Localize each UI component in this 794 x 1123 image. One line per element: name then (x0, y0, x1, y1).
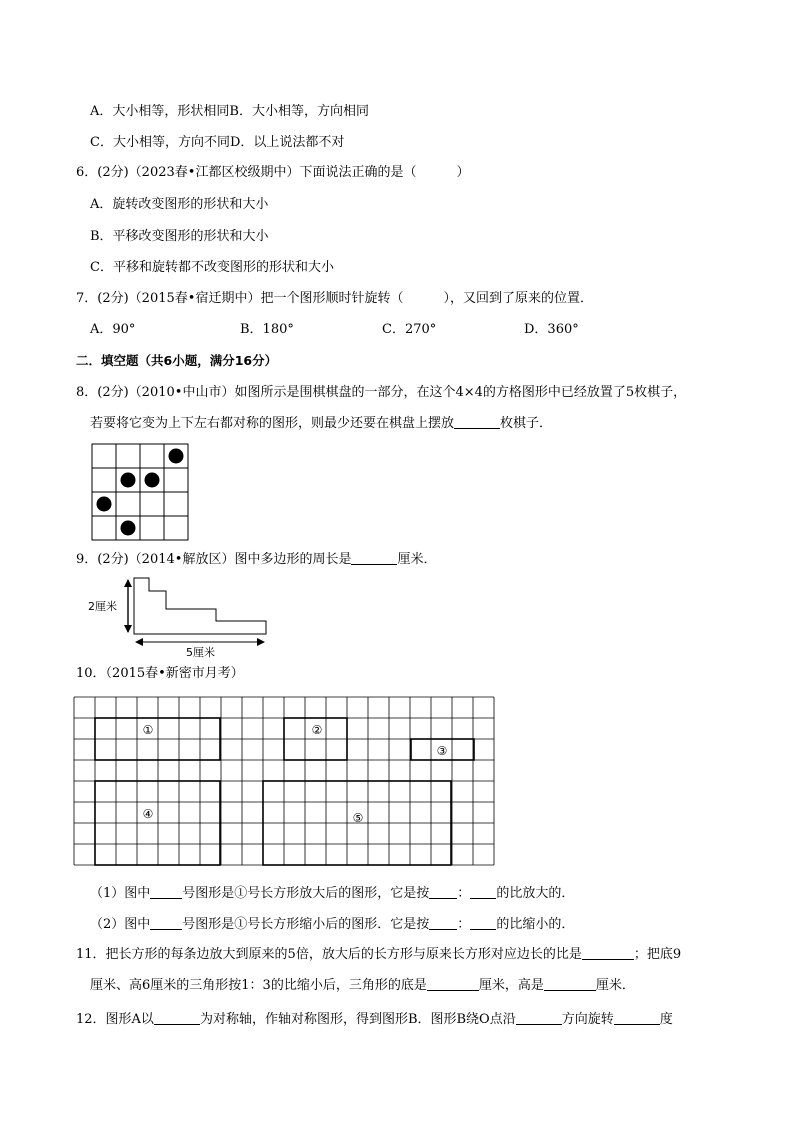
answer-blank[interactable] (582, 946, 634, 960)
rectangle-5-label: ⑤ (352, 811, 364, 825)
answer-blank[interactable] (516, 1011, 562, 1025)
q8-line2: 若要将它变为上下左右都对称的图形，则最少还要在棋盘上摆放 枚棋子． (90, 416, 553, 431)
rectangle-3-label: ③ (436, 744, 448, 758)
q10-sub1: （1）图中 号图形是①号长方形放大后的图形，它是按 ： 的比放大的． (90, 886, 575, 901)
staircase-polygon-figure (86, 572, 276, 662)
staircase-polygon (134, 578, 266, 634)
rectangle-grid-figure (73, 696, 497, 872)
q6-stem: 6．(2分)（2023春•江都区校级期中）下面说法正确的是（ ） (76, 165, 470, 180)
q5-option-d: D．以上说法都不对 (229, 135, 345, 150)
q7-option-a: A．90° (90, 322, 136, 337)
q9-stem: 9．(2分)（2014•解放区）图中多边形的周长是 厘米． (76, 552, 437, 567)
section-heading: 二．填空题（共6小题，满分16分） (76, 353, 278, 368)
answer-blank[interactable] (470, 885, 496, 899)
q7-option-d: D．360° (524, 322, 579, 337)
go-stone (169, 449, 184, 464)
q5-option-b: B．大小相等，方向相同 (229, 104, 369, 119)
q10-stem: 10．（2015春•新密市月考） (76, 666, 244, 681)
q11-line1: 11．把长方形的每条边放大到原来的5倍，放大后的长方形与原来长方形对应边长的比是 ；把底9 (76, 947, 682, 962)
go-stone (97, 497, 112, 512)
go-stone (145, 473, 160, 488)
q6-option-b: B．平移改变图形的形状和大小 (90, 229, 269, 244)
q5-options-row1 (90, 103, 369, 121)
answer-blank[interactable] (150, 916, 182, 930)
answer-blank[interactable] (454, 415, 500, 429)
rectangle-4-label: ④ (142, 807, 154, 821)
q7-stem: 7．(2分)（2015春•宿迁期中）把一个图形顺时针旋转（ ），又回到了原来的位置． (76, 291, 593, 306)
height-label: 2厘米 (88, 600, 117, 613)
rectangle-2-label: ② (311, 723, 323, 737)
q6-option-c: C．平移和旋转都不改变图形的形状和大小 (90, 260, 334, 275)
answer-blank[interactable] (614, 1011, 660, 1025)
answer-blank[interactable] (150, 885, 182, 899)
q11-line2: 厘米、高6厘米的三角形按1：3的比缩小后，三角形的底是 厘米，高是 厘米． (90, 978, 635, 993)
q12-stem: 12．图形A以 为对称轴，作轴对称图形，得到图形B．图形B绕O点沿 方向旋转 度 (76, 1012, 673, 1027)
q10-sub2: （2）图中 号图形是①号长方形缩小后的图形．它是按 ： 的比缩小的． (90, 917, 575, 932)
rectangle-1-label: ① (142, 723, 154, 737)
q7-option-b: B．180° (240, 322, 294, 337)
answer-blank[interactable] (544, 977, 596, 991)
q5-options-row2 (90, 134, 344, 152)
q6-option-a: A．旋转改变图形的形状和大小 (90, 197, 269, 212)
answer-blank[interactable] (427, 977, 479, 991)
q5-option-a: A．大小相等，形状相同 (90, 104, 230, 119)
width-label: 5厘米 (186, 646, 215, 659)
answer-blank[interactable] (154, 1011, 200, 1025)
go-stone (121, 521, 136, 536)
answer-blank[interactable] (429, 885, 457, 899)
answer-blank[interactable] (429, 916, 457, 930)
q7-option-c: C．270° (382, 322, 437, 337)
q5-option-c: C．大小相等，方向不同 (90, 135, 230, 150)
go-stone (121, 473, 136, 488)
answer-blank[interactable] (470, 916, 496, 930)
go-board-figure (91, 443, 189, 541)
answer-blank[interactable] (351, 551, 397, 565)
q8-line1: 8．(2分)（2010•中山市）如图所示是围棋棋盘的一部分，在这个4×4的方格图形中已经放置了5枚棋子， (76, 385, 687, 400)
